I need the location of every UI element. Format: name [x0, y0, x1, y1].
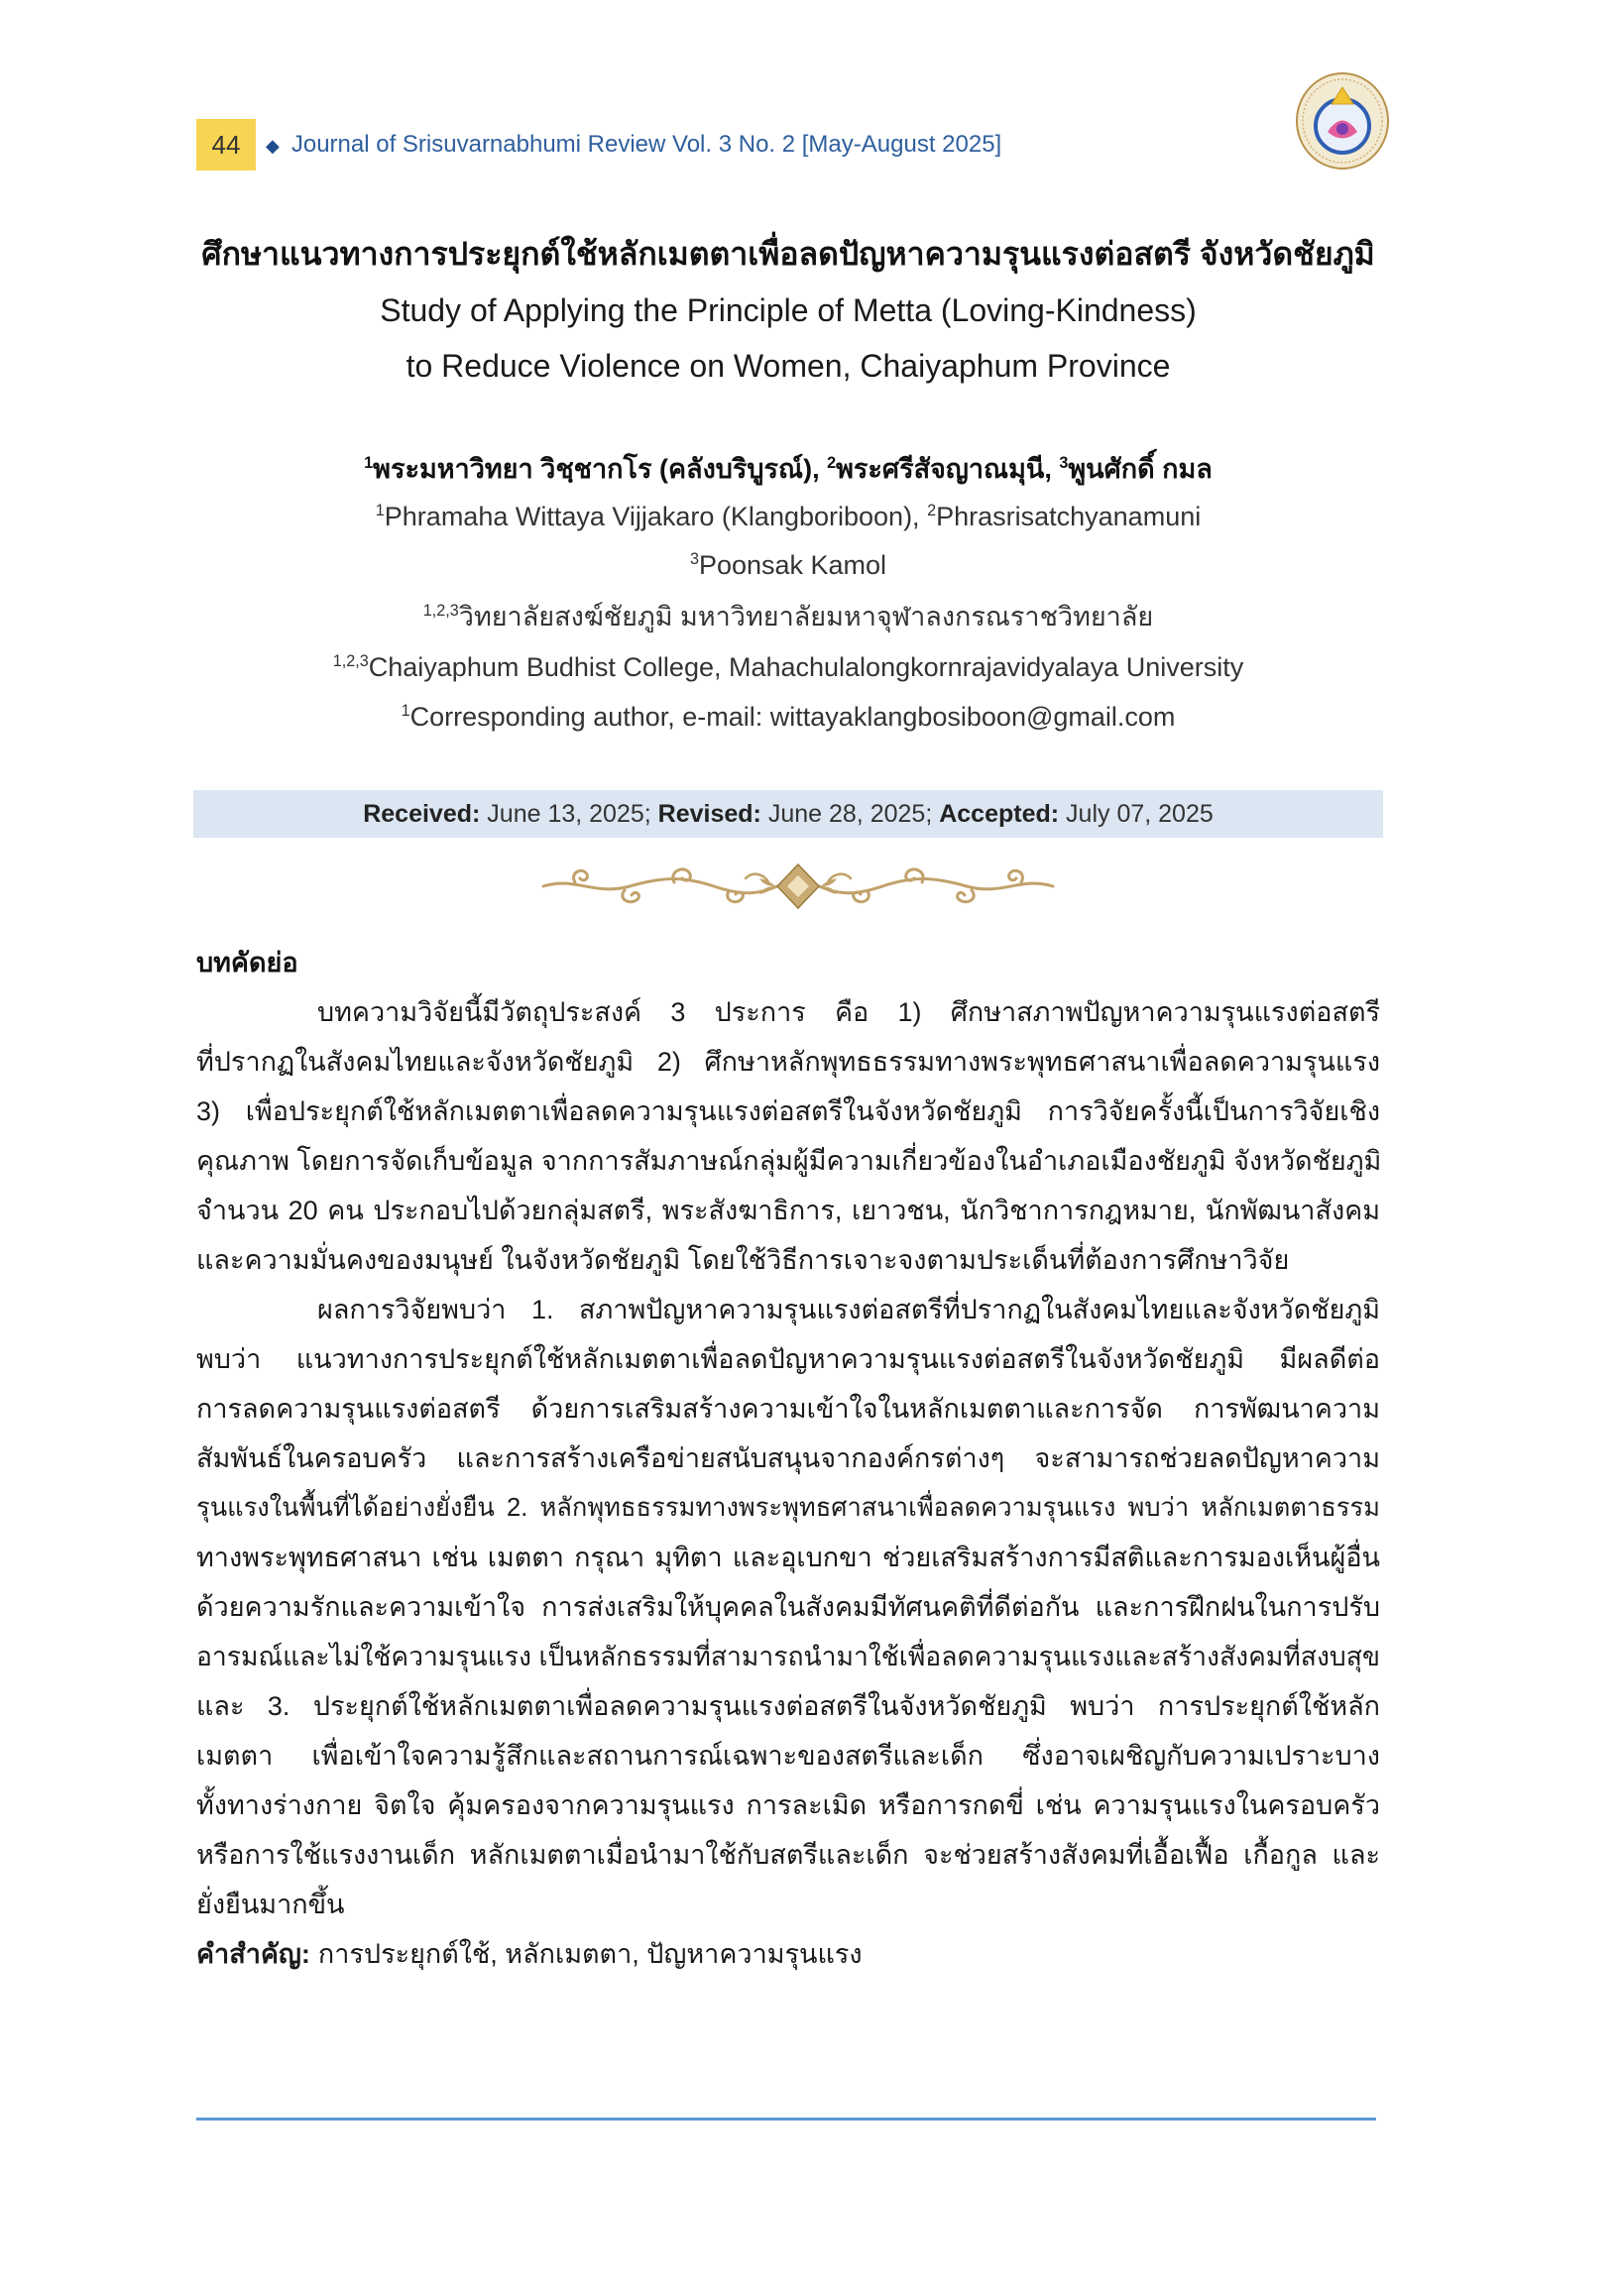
abstract-paragraph-2: [196, 1285, 1380, 1929]
abstract-line: ผลการวิจัยพบว่า 1. สภาพปัญหาความรุนแรงต่อสตรีที่ปรากฏในสังคมไทยและจังหวัดชัยภูมิ: [317, 1295, 1380, 1324]
affiliation-superscript: 1,2,3: [332, 652, 369, 670]
authors-english-line-2: [196, 542, 1380, 588]
abstract-line: เมตตา เพื่อเข้าใจความรู้สึกและสถานการณ์เฉพาะของสตรีและเด็ก ซึ่งอาจเผชิญกับความเปราะบาง: [196, 1741, 1380, 1771]
affiliation-text: วิทยาลัยสงฆ์ชัยภูมิ มหาวิทยาลัยมหาจุฬาลงกรณราชวิทยาลัย: [458, 602, 1154, 631]
abstract-line: พบว่า แนวทางการประยุกต์ใช้หลักเมตตาเพื่อลดปัญหาความรุนแรงต่อสตรีในจังหวัดชัยภูมิ มีผลดีต่อ: [196, 1344, 1380, 1374]
abstract-line: และความมั่นคงของมนุษย์ ในจังหวัดชัยภูมิ โดยใช้วิธีการเจาะจงตามประเด็นที่ต้องการศึกษาวิจัย: [196, 1245, 1290, 1275]
running-header: [266, 127, 1277, 163]
abstract-line: บทความวิจัยนี้มีวัตถุประสงค์ 3 ประการ คือ 1) ศึกษาสภาพปัญหาความรุนแรงต่อสตรี: [317, 997, 1380, 1027]
affiliation-text: Chaiyaphum Budhist College, Mahachulalongkornrajavidyalaya University: [368, 652, 1244, 682]
title-english-line-2: to Reduce Violence on Women, Chaiyaphum Province: [406, 348, 1171, 384]
abstract-line: ที่ปรากฏในสังคมไทยและจังหวัดชัยภูมิ 2) ศึกษาหลักพุทธธรรมทางพระพุทธศาสนาเพื่อลดความรุนแรง: [196, 1047, 1380, 1077]
revised-date: June 28, 2025;: [767, 800, 933, 828]
author-name: Poonsak Kamol: [698, 550, 887, 580]
author-superscript: 1: [364, 454, 374, 472]
title-english-line-1: Study of Applying the Principle of Metta (Loving-Kindness): [380, 292, 1197, 328]
abstract-line: ด้วยความรักและความเข้าใจ การส่งเสริมให้บุคคลในสังคมมีทัศนคติที่ดีต่อกัน และการฝึกฝนในการปรับ: [196, 1592, 1380, 1622]
journal-name: Journal of Srisuvarnabhumi Review Vol. 3 No. 2 [May-August 2025]: [290, 131, 1002, 158]
keywords-value: การประยุกต์ใช้, หลักเมตตา, ปัญหาความรุนแรง: [317, 1939, 863, 1969]
abstract-heading: บทคัดย่อ: [196, 948, 298, 977]
author-name: Phrasrisatchyanamuni: [936, 502, 1202, 531]
corresponding-author: [196, 694, 1380, 740]
author-superscript: 1: [375, 502, 385, 519]
accepted-label: Accepted:: [939, 800, 1060, 828]
abstract-line: 3) เพื่อประยุกต์ใช้หลักเมตตาเพื่อลดความรุนแรงต่อสตรีในจังหวัดชัยภูมิ การวิจัยครั้งนี้เป็นการวิจัยเชิง: [196, 1096, 1380, 1126]
abstract-line: ยั่งยืนมากขึ้น: [196, 1890, 345, 1919]
authors-thai: [196, 446, 1380, 492]
journal-logo: [1295, 71, 1390, 171]
abstract-line: การลดความรุนแรงต่อสตรี ด้วยการเสริมสร้างความเข้าใจในหลักเมตตาและการจัด การพัฒนาความ: [196, 1394, 1380, 1424]
title-thai: ศึกษาแนวทางการประยุกต์ใช้หลักเมตตาเพื่อลดปัญหาความรุนแรงต่อสตรี จังหวัดชัยภูมิ: [201, 236, 1375, 272]
page-number-box: [196, 119, 256, 171]
corresponding-superscript: 1: [401, 702, 410, 720]
keywords-label: คำสำคัญ:: [196, 1939, 310, 1969]
abstract-line: และ 3. ประยุกต์ใช้หลักเมตตาเพื่อลดความรุนแรงต่อสตรีในจังหวัดชัยภูมิ พบว่า การประยุกต์ใช้หลัก: [196, 1691, 1380, 1721]
author-name: พระศรีสัจญาณมุนี,: [836, 454, 1052, 484]
author-name: Phramaha Wittaya Vijjakaro (Klangboriboon),: [384, 502, 920, 531]
author-superscript: 2: [827, 454, 837, 472]
revised-label: Revised:: [657, 800, 761, 828]
footer-rule: [196, 2118, 1376, 2121]
received-label: Received:: [363, 800, 481, 828]
abstract-line: จำนวน 20 คน ประกอบไปด้วยกลุ่มสตรี, พระสังฆาธิการ, เยาวชน, นักวิชาการกฎหมาย, นักพัฒนาสังคม: [196, 1196, 1380, 1225]
diamond-bullet-icon: ◆: [266, 136, 280, 156]
abstract-line: สัมพันธ์ในครอบครัว และการสร้างเครือข่ายสนับสนุนจากองค์กรต่างๆ จะสามารถช่วยลดปัญหาความ: [196, 1443, 1380, 1473]
affiliation-thai: [196, 594, 1380, 639]
abstract-line: ทางพระพุทธศาสนา เช่น เมตตา กรุณา มุทิตา และอุเบกขา ช่วยเสริมสร้างการมีสติและการมองเห็นผู้อื่น: [196, 1543, 1380, 1572]
author-name: พระมหาวิทยา วิชฺชากโร (คลังบริบูรณ์),: [373, 454, 820, 484]
affiliation-superscript: 1,2,3: [422, 602, 459, 620]
author-superscript: 2: [927, 502, 937, 519]
author-name: พูนศักดิ์ กมล: [1068, 454, 1213, 484]
abstract-line: คุณภาพ โดยการจัดเก็บข้อมูล จากการสัมภาษณ์กลุ่มผู้มีความเกี่ยวข้องในอำเภอเมืองชัยภูมิ จังหวัดชัยภูมิ: [196, 1146, 1382, 1176]
abstract-body: [196, 987, 1380, 1979]
author-superscript: 3: [689, 550, 699, 568]
submission-dates-bar: [193, 790, 1383, 838]
accepted-date: July 07, 2025: [1066, 800, 1214, 828]
abstract-line: อารมณ์และไม่ใช้ความรุนแรง เป็นหลักธรรมที่สามารถนำมาใช้เพื่อลดความรุนแรงและสร้างสังคมที่สงบสุข: [196, 1642, 1380, 1671]
decorative-ornament: [535, 861, 1061, 912]
affiliation-english: [196, 644, 1380, 690]
abstract-paragraph-1: [196, 987, 1380, 1285]
abstract-line: รุนแรงในพื้นที่ได้อย่างยั่งยืน 2. หลักพุทธธรรมทางพระพุทธศาสนาเพื่อลดความรุนแรง พบว่า หลักเมตตาธรรม: [196, 1494, 1380, 1522]
author-superscript: 3: [1059, 454, 1069, 472]
page-number: 44: [211, 130, 241, 160]
keywords: [196, 1929, 1380, 1979]
abstract-line: หรือการใช้แรงงานเด็ก หลักเมตตาเมื่อนำมาใช้กับสตรีและเด็ก จะช่วยสร้างสังคมที่เอื้อเฟื้อ เกื้อกูล และ: [196, 1840, 1380, 1870]
authors-english-line-1: [196, 494, 1380, 539]
corresponding-text: Corresponding author, e-mail: wittayaklangbosiboon@gmail.com: [409, 702, 1176, 732]
received-date: June 13, 2025;: [487, 800, 651, 828]
abstract-line: ทั้งทางร่างกาย จิตใจ คุ้มครองจากความรุนแรง การละเมิด หรือการกดขี่ เช่น ความรุนแรงในครอบครัว: [196, 1790, 1380, 1820]
